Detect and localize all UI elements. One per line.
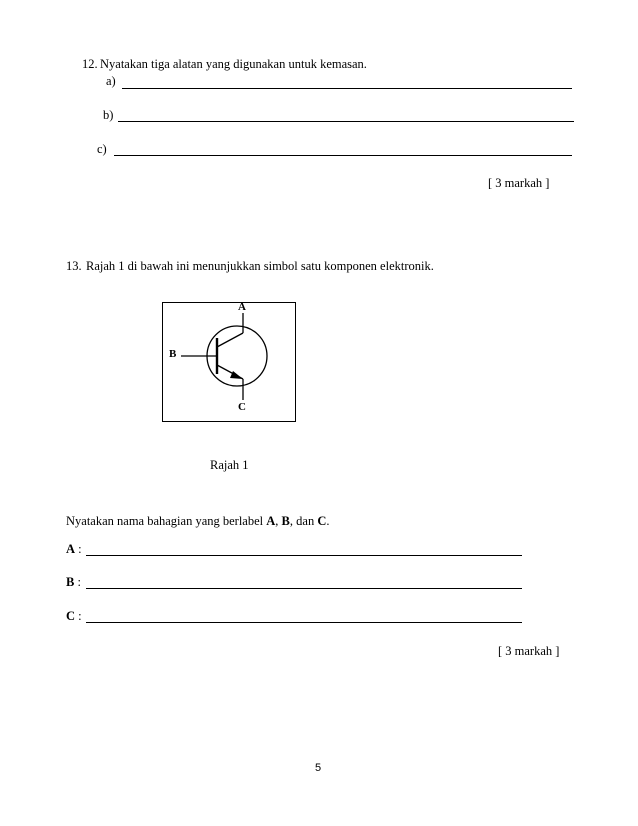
q13-instruction	[66, 514, 329, 529]
answer-label-b: B	[66, 575, 75, 589]
answer-label-c: C	[66, 609, 76, 623]
figure-label-c: C	[238, 401, 246, 413]
instruction-sep-2: , dan	[289, 514, 318, 528]
q13-text: Rajah 1 di bawah ini menunjukkan simbol satu komponen elektronik.	[86, 259, 434, 273]
figure-label-b: B	[169, 348, 177, 360]
page-number: 5	[315, 762, 322, 774]
q13-number: 13.	[66, 259, 82, 273]
instruction-label-c: C	[317, 514, 327, 528]
instruction-label-a: A	[266, 514, 276, 528]
answer-colon-b: :	[74, 575, 81, 589]
answer-line-a[interactable]	[86, 555, 522, 556]
figure-label-a: A	[238, 301, 246, 313]
q12-label-c: c)	[97, 142, 107, 156]
answer-label-a: A	[66, 542, 76, 556]
instruction-sep-1: ,	[275, 514, 282, 528]
answer-label-b-row	[66, 575, 81, 590]
answer-line-b[interactable]	[86, 588, 522, 589]
emitter-arrow	[230, 371, 243, 379]
instruction-label-b: B	[281, 514, 290, 528]
instruction-prefix: Nyatakan nama bahagian yang berlabel	[66, 514, 267, 528]
figure-caption: Rajah 1	[210, 458, 249, 472]
answer-colon-a: :	[75, 542, 82, 556]
collector-diagonal	[217, 333, 243, 347]
answer-colon-c: :	[75, 609, 82, 623]
answer-label-a-row	[66, 542, 82, 557]
q12-number: 12.	[82, 57, 98, 71]
transistor-figure	[162, 302, 296, 422]
q12-marks: [ 3 markah ]	[488, 176, 550, 190]
q12-answer-line-b[interactable]	[118, 121, 574, 122]
q13-marks: [ 3 markah ]	[498, 644, 560, 658]
q12-answer-line-c[interactable]	[114, 155, 572, 156]
q12-label-b: b)	[103, 108, 114, 122]
answer-label-c-row	[66, 609, 82, 624]
instruction-end: .	[326, 514, 330, 528]
q12-label-a: a)	[106, 74, 116, 88]
q12-answer-line-a[interactable]	[122, 88, 572, 89]
transistor-symbol	[163, 303, 297, 423]
answer-line-c[interactable]	[86, 622, 522, 623]
q12-text: Nyatakan tiga alatan yang digunakan untuk kemasan.	[100, 57, 367, 71]
